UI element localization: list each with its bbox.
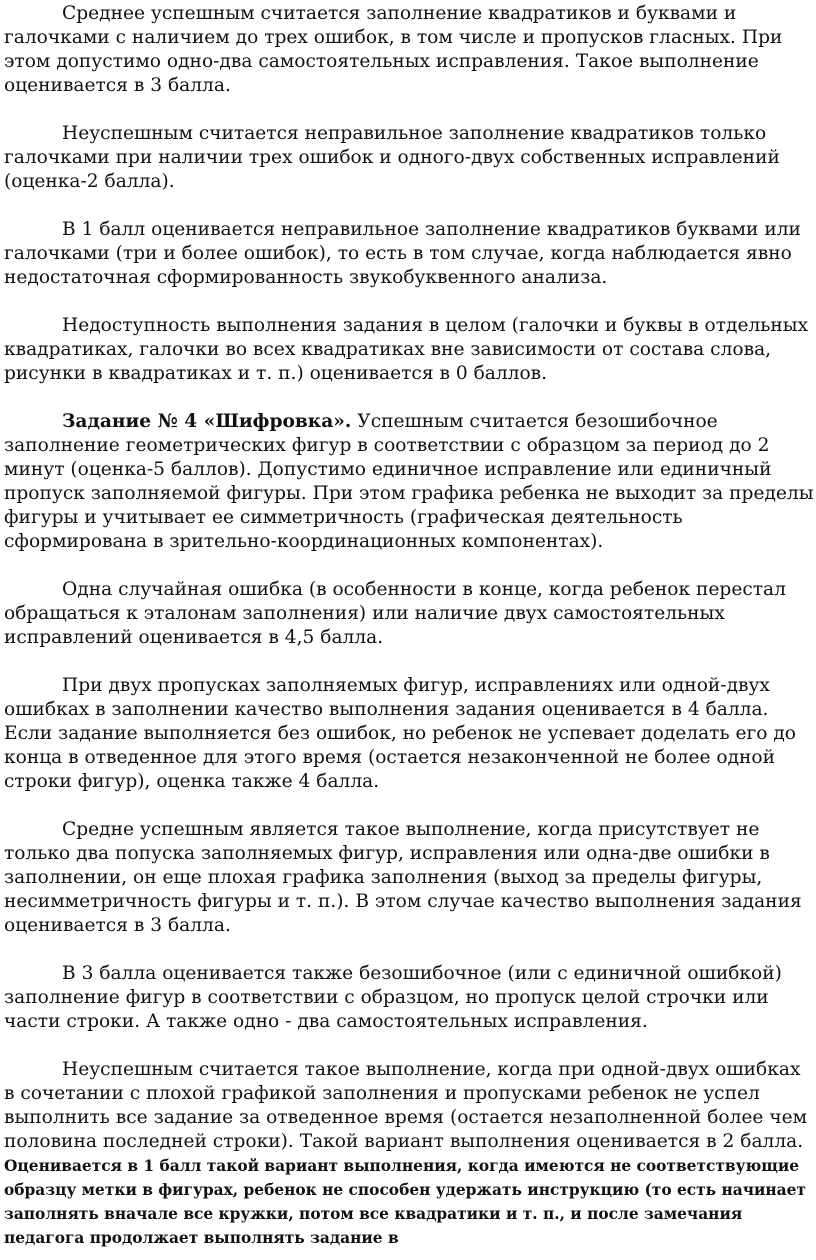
paragraph-2: Неуспешным считается неправильное заполнение квадратиков только галочками при наличии трех ошибок и одного-двух собственных исправлений (оценка-2 балла).	[4, 123, 780, 192]
paragraph-4: Недоступность выполнения задания в целом (галочки и буквы в отдельных квадратиках, галочки во всех квадратиках вне зависимости от состава слова, рисунки в квадратиках и т. п.) оценивается в 0 баллов.	[4, 315, 809, 384]
paragraph-10: Неуспешным считается такое выполнение, когда при одной-двух ошибках в сочетании с плохой графикой заполнения и пропусками ребенок не успел выполнить все задание за отведенное время (остается незаполненной более чем половина последней строки). Такой вариант выполнения оценивается в 2 балла.	[4, 1059, 808, 1152]
paragraph-6: Одна случайная ошибка (в особенности в конце, когда ребенок перестал обращаться к эталонам заполнения) или наличие двух самостоятельных исправлений оценивается в 4,5 балла.	[4, 579, 786, 648]
paragraph-3: В 1 балл оценивается неправильное заполнение квадратиков буквами или галочками (три и более ошибок), то есть в том случае, когда наблюдается явно недостаточная сформированность звукобуквенного анализа.	[4, 219, 801, 288]
paragraph-1: Среднее успешным считается заполнение квадратиков и буквами и галочками с наличием до трех ошибок, в том числе и пропусков гласных. При этом допустимо одно-два самостоятельных исправления. Такое выполнение оценивается в 3 балла.	[4, 3, 783, 96]
paragraph-7: При двух пропусках заполняемых фигур, исправлениях или одной-двух ошибках в заполнении качество выполнения задания оценивается в 4 балла. Если задание выполняется без ошибок, но ребенок не успевает доделать его до конца в отведенное для этого время (остается незаконченной не более одной строки фигур), оценка также 4 балла.	[4, 675, 796, 792]
bold-tail-paragraph: Оценивается в 1 балл такой вариант выполнения, когда имеются не соответствующие образцу метки в фигурах, ребенок не способен удержать инструкцию (то есть начинает заполнять вначале все кружки, потом все квадратики и т. п., и после замечания педагога продолжает выполнять задание в	[4, 1157, 806, 1247]
paragraph-9: В 3 балла оценивается также безошибочное (или с единичной ошибкой) заполнение фигур в соответствии с образцом, но пропуск целой строчки или части строки. А также одно - два самостоятельных исправления.	[4, 963, 782, 1032]
paragraph-8: Средне успешным является такое выполнение, когда присутствует не только два попуска заполняемых фигур, исправления или одна-две ошибки в заполнении, он еще плохая графика заполнения (выход за пределы фигуры, несимметричность фигуры и т. п.). В этом случае качество выполнения задания оценивается в 3 балла.	[4, 819, 802, 936]
task-4-heading: Задание № 4 «Шифровка».	[62, 411, 352, 432]
task-4-text: Успешным считается безошибочное заполнение геометрических фигур в соответствии с образцом за период до 2 минут (оценка-5 баллов). Допустимо единичное исправление или единичный пропуск заполняемой фигуры. При этом графика ребенка не выходит за пределы фигуры и учитывает ее симметричность (графическая деятельность сформирована в зрительно-координационных компонентах).	[4, 411, 814, 552]
task-4-paragraph	[4, 410, 816, 554]
